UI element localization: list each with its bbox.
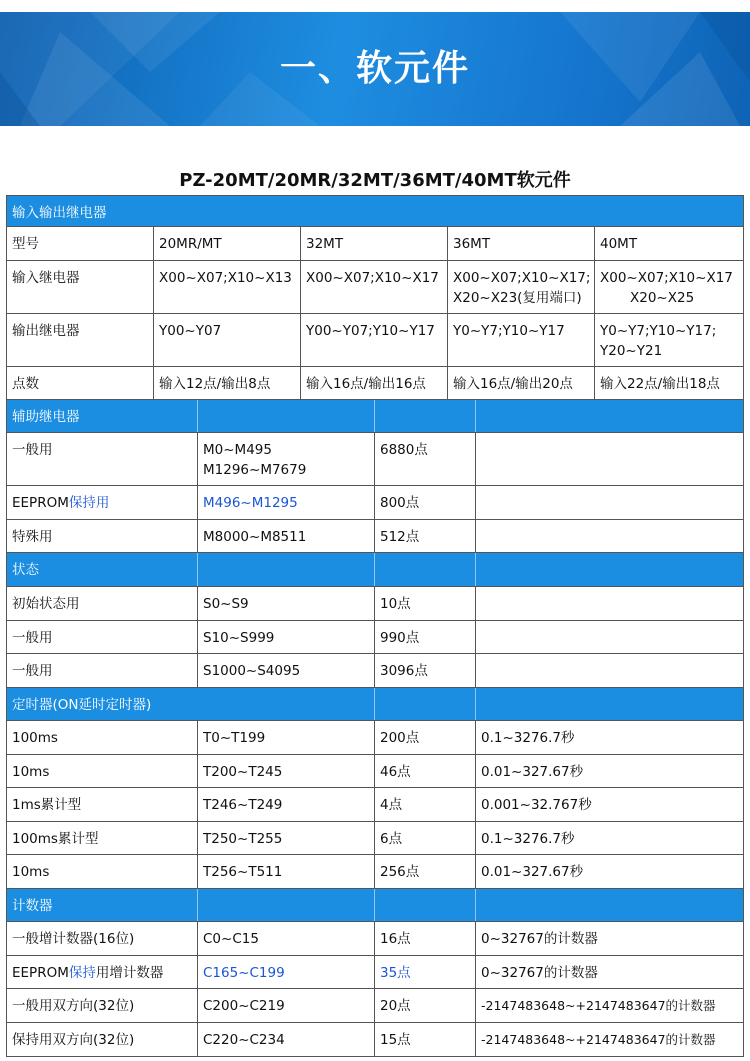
section-header-cell bbox=[7, 889, 198, 921]
count-cell bbox=[375, 654, 476, 687]
name-text: 10ms bbox=[12, 864, 50, 880]
name-text: 100ms bbox=[12, 730, 58, 746]
name-part: EEPROM bbox=[12, 965, 69, 981]
section-header-cell bbox=[375, 889, 476, 921]
note-text: -2147483648~+2147483647的计数器 bbox=[481, 1032, 716, 1047]
range-text: T250~T255 bbox=[203, 831, 283, 847]
header-banner bbox=[0, 12, 750, 126]
name-text: 100ms累计型 bbox=[12, 831, 99, 847]
table-row bbox=[7, 1023, 744, 1057]
row-label bbox=[7, 367, 154, 399]
section-header-cell bbox=[476, 553, 744, 586]
output-cell bbox=[301, 314, 448, 366]
name-cell bbox=[7, 788, 198, 821]
name-cell bbox=[7, 654, 198, 687]
range-text: C220~C234 bbox=[203, 1032, 285, 1048]
note-text: -2147483648~+2147483647的计数器 bbox=[481, 998, 716, 1013]
model-text: 20MR/MT bbox=[159, 236, 222, 252]
output-cell bbox=[154, 314, 301, 366]
points-cell bbox=[595, 367, 744, 399]
table-row bbox=[7, 822, 744, 855]
count-text: 990点 bbox=[380, 630, 420, 646]
row-label-text: 输出继电器 bbox=[12, 323, 80, 339]
input-cell bbox=[595, 261, 744, 313]
table-row bbox=[7, 855, 744, 889]
count-cell bbox=[375, 721, 476, 754]
section-header-cell bbox=[7, 196, 744, 226]
count-text: 4点 bbox=[380, 797, 403, 813]
range-text: T246~T249 bbox=[203, 797, 283, 813]
count-cell bbox=[375, 788, 476, 821]
row-label-text: 型号 bbox=[12, 236, 39, 252]
note-cell bbox=[476, 822, 744, 854]
section-header-io bbox=[7, 195, 744, 227]
row-label-text: 点数 bbox=[12, 376, 39, 392]
range-cell bbox=[198, 788, 375, 821]
table-row-input bbox=[7, 261, 744, 314]
input-cell bbox=[154, 261, 301, 313]
section-header-cell bbox=[198, 889, 375, 921]
count-text: 6点 bbox=[380, 831, 403, 847]
range-cell bbox=[198, 755, 375, 787]
output-text: Y00~Y07;Y10~Y17 bbox=[306, 323, 435, 339]
model-cell bbox=[448, 227, 595, 260]
range-text: S1000~S4095 bbox=[203, 663, 301, 679]
section-header-cell bbox=[7, 688, 198, 720]
count-text: 20点 bbox=[380, 998, 411, 1014]
section-header-cell bbox=[198, 688, 375, 720]
range-cell bbox=[198, 486, 375, 519]
count-cell bbox=[375, 855, 476, 888]
range-cell bbox=[198, 989, 375, 1022]
range-text: T256~T511 bbox=[203, 864, 283, 880]
table-row bbox=[7, 486, 744, 520]
section-header-cell bbox=[476, 400, 744, 432]
section-header-timer bbox=[7, 688, 744, 721]
name-text bbox=[12, 493, 109, 513]
row-label bbox=[7, 261, 154, 313]
input-text: X20~X25 bbox=[630, 290, 695, 306]
model-text: 40MT bbox=[600, 236, 638, 252]
model-cell bbox=[595, 227, 744, 260]
note-cell bbox=[476, 721, 744, 754]
range-cell bbox=[198, 654, 375, 687]
note-cell bbox=[476, 788, 744, 821]
points-text: 输入12点/输出8点 bbox=[159, 376, 271, 392]
note-text: 0.001~32.767秒 bbox=[481, 797, 592, 813]
count-text: 3096点 bbox=[380, 663, 428, 679]
table-row bbox=[7, 788, 744, 822]
banner-title: 一、软元件 bbox=[279, 48, 470, 89]
output-text: Y0~Y7;Y10~Y17; Y20~Y21 bbox=[600, 323, 717, 359]
note-cell bbox=[476, 956, 744, 988]
name-cell bbox=[7, 822, 198, 854]
count-text: 10点 bbox=[380, 596, 411, 612]
soft-element-table bbox=[6, 195, 744, 1057]
name-text: 10ms bbox=[12, 764, 50, 780]
name-text: 一般用 bbox=[12, 663, 53, 679]
name-cell bbox=[7, 755, 198, 787]
count-cell bbox=[375, 486, 476, 519]
range-cell bbox=[198, 956, 375, 988]
table-row bbox=[7, 989, 744, 1023]
range-text: T200~T245 bbox=[203, 764, 283, 780]
range-text: S10~S999 bbox=[203, 630, 275, 646]
note-cell bbox=[476, 654, 744, 687]
section-header-label: 状态 bbox=[12, 562, 39, 578]
range-cell bbox=[198, 721, 375, 754]
name-cell bbox=[7, 587, 198, 620]
name-cell bbox=[7, 989, 198, 1022]
name-highlight: 保持 bbox=[68, 965, 96, 981]
name-cell bbox=[7, 621, 198, 653]
count-text: 800点 bbox=[380, 495, 420, 511]
input-cell bbox=[301, 261, 448, 313]
output-text: Y0~Y7;Y10~Y17 bbox=[453, 323, 565, 339]
range-text: C200~C219 bbox=[203, 998, 285, 1014]
section-header-label: 输入输出继电器 bbox=[12, 205, 107, 221]
table-row bbox=[7, 956, 744, 989]
note-text: 0.1~3276.7秒 bbox=[481, 730, 575, 746]
name-cell bbox=[7, 956, 198, 988]
section-header-cell bbox=[198, 400, 375, 432]
note-text: 0.1~3276.7秒 bbox=[481, 831, 575, 847]
model-cell bbox=[301, 227, 448, 260]
range-text: C165~C199 bbox=[203, 965, 285, 981]
name-part: 用增计数器 bbox=[95, 965, 164, 981]
input-text: X00~X07;X10~X17 bbox=[306, 270, 439, 286]
section-header-cell bbox=[476, 889, 744, 921]
section-header-label: 计数器 bbox=[12, 898, 53, 914]
range-cell bbox=[198, 1023, 375, 1056]
section-header-aux bbox=[7, 400, 744, 433]
table-row bbox=[7, 721, 744, 755]
range-cell bbox=[198, 855, 375, 888]
table-row-output bbox=[7, 314, 744, 367]
table-row-points bbox=[7, 367, 744, 400]
section-header-label: 定时器(ON延时定时器) bbox=[12, 697, 152, 713]
name-text: 一般用 bbox=[12, 442, 53, 458]
section-header-counter bbox=[7, 889, 744, 922]
name-text: 特殊用 bbox=[12, 529, 53, 545]
name-cell bbox=[7, 486, 198, 519]
name-cell bbox=[7, 855, 198, 888]
row-label bbox=[7, 227, 154, 260]
row-label-text: 输入继电器 bbox=[12, 270, 80, 286]
count-text: 256点 bbox=[380, 864, 420, 880]
points-cell bbox=[301, 367, 448, 399]
count-text: 46点 bbox=[380, 764, 411, 780]
name-text: 一般用 bbox=[12, 630, 53, 646]
section-header-cell bbox=[476, 688, 744, 720]
count-cell bbox=[375, 1023, 476, 1056]
range-text: M8000~M8511 bbox=[203, 529, 307, 545]
section-header-cell bbox=[198, 553, 375, 586]
count-cell bbox=[375, 989, 476, 1022]
table-row bbox=[7, 621, 744, 654]
range-cell bbox=[198, 822, 375, 854]
note-text: 0.01~327.67秒 bbox=[481, 864, 584, 880]
table-row bbox=[7, 520, 744, 553]
count-cell bbox=[375, 621, 476, 653]
table-row bbox=[7, 654, 744, 688]
table-title: PZ-20MT/20MR/32MT/36MT/40MT软元件 bbox=[179, 170, 571, 191]
range-text: M0~M495 M1296~M7679 bbox=[203, 442, 307, 478]
count-text: 512点 bbox=[380, 529, 420, 545]
output-text: Y00~Y07 bbox=[159, 323, 222, 339]
range-text: C0~C15 bbox=[203, 931, 259, 947]
table-row bbox=[7, 433, 744, 486]
section-header-cell bbox=[375, 688, 476, 720]
count-cell bbox=[375, 520, 476, 552]
name-cell bbox=[7, 721, 198, 754]
row-label bbox=[7, 314, 154, 366]
table-row bbox=[7, 755, 744, 788]
note-cell bbox=[476, 989, 744, 1022]
name-text: 保持用双方向(32位) bbox=[12, 1032, 135, 1048]
note-text: 0~32767的计数器 bbox=[481, 931, 598, 947]
note-cell bbox=[476, 855, 744, 888]
note-cell bbox=[476, 621, 744, 653]
input-text: X00~X07;X10~X17; X20~X23(复用端口) bbox=[453, 270, 591, 306]
count-cell bbox=[375, 956, 476, 988]
count-cell bbox=[375, 433, 476, 485]
note-cell bbox=[476, 1023, 744, 1056]
input-cell bbox=[448, 261, 595, 313]
name-highlight: 保持用 bbox=[68, 495, 110, 511]
name-cell bbox=[7, 520, 198, 552]
note-text: 0.01~327.67秒 bbox=[481, 764, 584, 780]
input-text: X00~X07;X10~X13 bbox=[159, 270, 292, 286]
table-row-model bbox=[7, 227, 744, 261]
points-cell bbox=[448, 367, 595, 399]
note-cell bbox=[476, 922, 744, 955]
count-text: 200点 bbox=[380, 730, 420, 746]
input-text: X00~X07;X10~X17 bbox=[600, 270, 733, 286]
range-cell bbox=[198, 433, 375, 485]
note-text: 0~32767的计数器 bbox=[481, 965, 598, 981]
output-cell bbox=[595, 314, 744, 366]
count-text: 16点 bbox=[380, 931, 411, 947]
count-text: 15点 bbox=[380, 1032, 411, 1048]
name-part: EEPROM bbox=[12, 495, 69, 511]
table-row bbox=[7, 587, 744, 621]
name-text: 初始状态用 bbox=[12, 596, 80, 612]
range-text: T0~T199 bbox=[203, 730, 266, 746]
points-cell bbox=[154, 367, 301, 399]
points-text: 输入16点/输出20点 bbox=[453, 376, 573, 392]
section-header-cell bbox=[7, 553, 198, 586]
count-cell bbox=[375, 822, 476, 854]
section-header-cell bbox=[7, 400, 198, 432]
section-header-cell bbox=[375, 553, 476, 586]
note-cell bbox=[476, 520, 744, 552]
note-cell bbox=[476, 486, 744, 519]
count-cell bbox=[375, 755, 476, 787]
output-cell bbox=[448, 314, 595, 366]
count-text: 6880点 bbox=[380, 442, 428, 458]
range-cell bbox=[198, 621, 375, 653]
points-text: 输入22点/输出18点 bbox=[600, 376, 720, 392]
name-cell bbox=[7, 433, 198, 485]
count-cell bbox=[375, 587, 476, 620]
count-cell bbox=[375, 922, 476, 955]
note-cell bbox=[476, 755, 744, 787]
section-header-state bbox=[7, 553, 744, 587]
section-header-cell bbox=[375, 400, 476, 432]
points-text: 输入16点/输出16点 bbox=[306, 376, 426, 392]
name-text bbox=[12, 963, 163, 983]
name-text: 一般用双方向(32位) bbox=[12, 998, 135, 1014]
range-text: S0~S9 bbox=[203, 596, 249, 612]
model-text: 36MT bbox=[453, 236, 491, 252]
note-cell bbox=[476, 433, 744, 485]
name-text: 1ms累计型 bbox=[12, 797, 82, 813]
note-cell bbox=[476, 587, 744, 620]
range-cell bbox=[198, 587, 375, 620]
count-text: 35点 bbox=[380, 965, 411, 981]
section-header-label: 辅助继电器 bbox=[12, 409, 80, 425]
model-text: 32MT bbox=[306, 236, 344, 252]
range-cell bbox=[198, 922, 375, 955]
name-cell bbox=[7, 1023, 198, 1056]
model-cell bbox=[154, 227, 301, 260]
name-text: 一般增计数器(16位) bbox=[12, 931, 135, 947]
name-cell bbox=[7, 922, 198, 955]
range-text: M496~M1295 bbox=[203, 495, 298, 511]
range-cell bbox=[198, 520, 375, 552]
table-row bbox=[7, 922, 744, 956]
